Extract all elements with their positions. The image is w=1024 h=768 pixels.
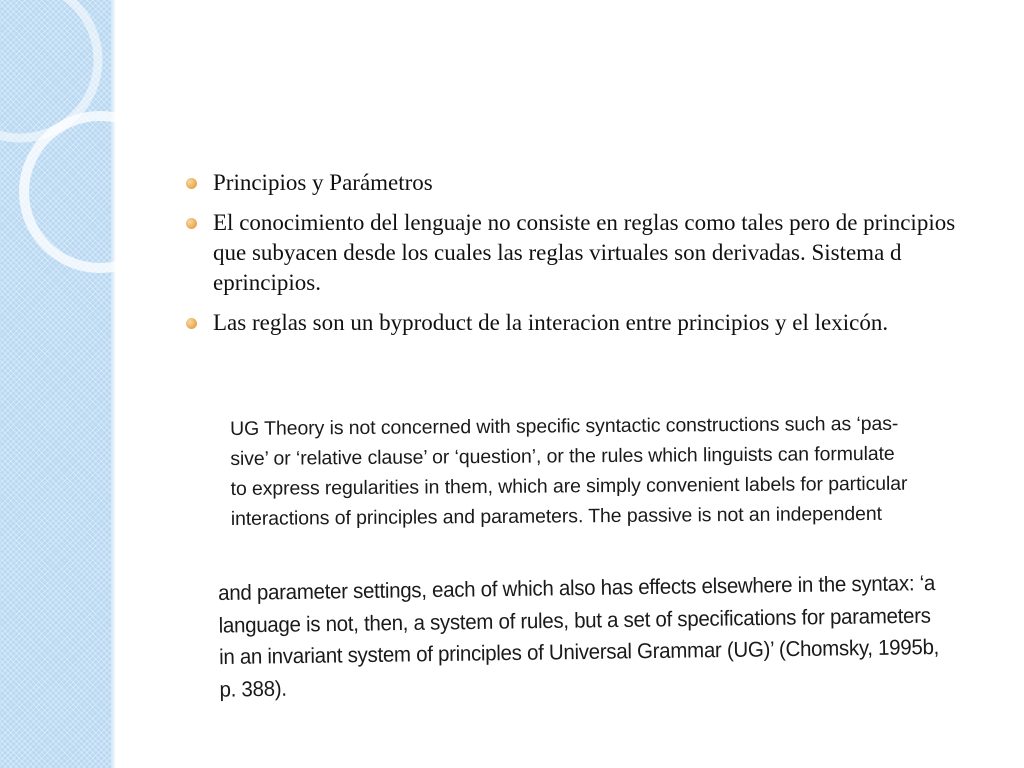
lower-ring xyxy=(24,116,130,268)
bullet-dot-icon xyxy=(186,178,197,189)
excerpt-line: p. 388). xyxy=(219,676,287,702)
excerpt-line: language is not, then, a system of rules, but a set of specifications for parameters xyxy=(218,603,931,638)
bullet-dot-icon xyxy=(186,218,197,229)
bullet-list xyxy=(186,168,986,348)
excerpt-line: to express regularities in them, which are simply convenient labels for particular xyxy=(230,472,908,500)
bullet-item xyxy=(186,208,986,298)
scanned-excerpt-top xyxy=(230,408,951,534)
excerpt-line: interactions of principles and parameters. The passive is not an independent xyxy=(230,502,883,530)
bullet-text: El conocimiento del lenguaje no consiste en reglas como tales pero de principios que subyacen desde los cuales las reglas virtuales son derivadas. Sistema d eprincipios. xyxy=(213,210,956,295)
bullet-text: Principios y Parámetros xyxy=(213,170,433,195)
excerpt-line: sive’ or ‘relative clause’ or ‘question’, or the rules which linguists can formulate xyxy=(230,442,895,470)
bullet-text: Las reglas son un byproduct de la interacion entre principios y el lexicón. xyxy=(213,310,889,335)
bullet-dot-icon xyxy=(186,318,197,329)
excerpt-line: UG Theory is not concerned with specific syntactic constructions such as ‘pas- xyxy=(230,412,899,440)
bullet-item xyxy=(186,168,986,198)
excerpt-line: and parameter settings, each of which also has effects elsewhere in the syntax: ‘a xyxy=(218,571,936,606)
bullet-item xyxy=(186,308,986,338)
scanned-excerpt-bottom xyxy=(218,568,940,706)
excerpt-line: in an invariant system of principles of Universal Grammar (UG)’ (Chomsky, 1995b, xyxy=(218,635,940,670)
decorative-rings-icon xyxy=(0,0,130,300)
